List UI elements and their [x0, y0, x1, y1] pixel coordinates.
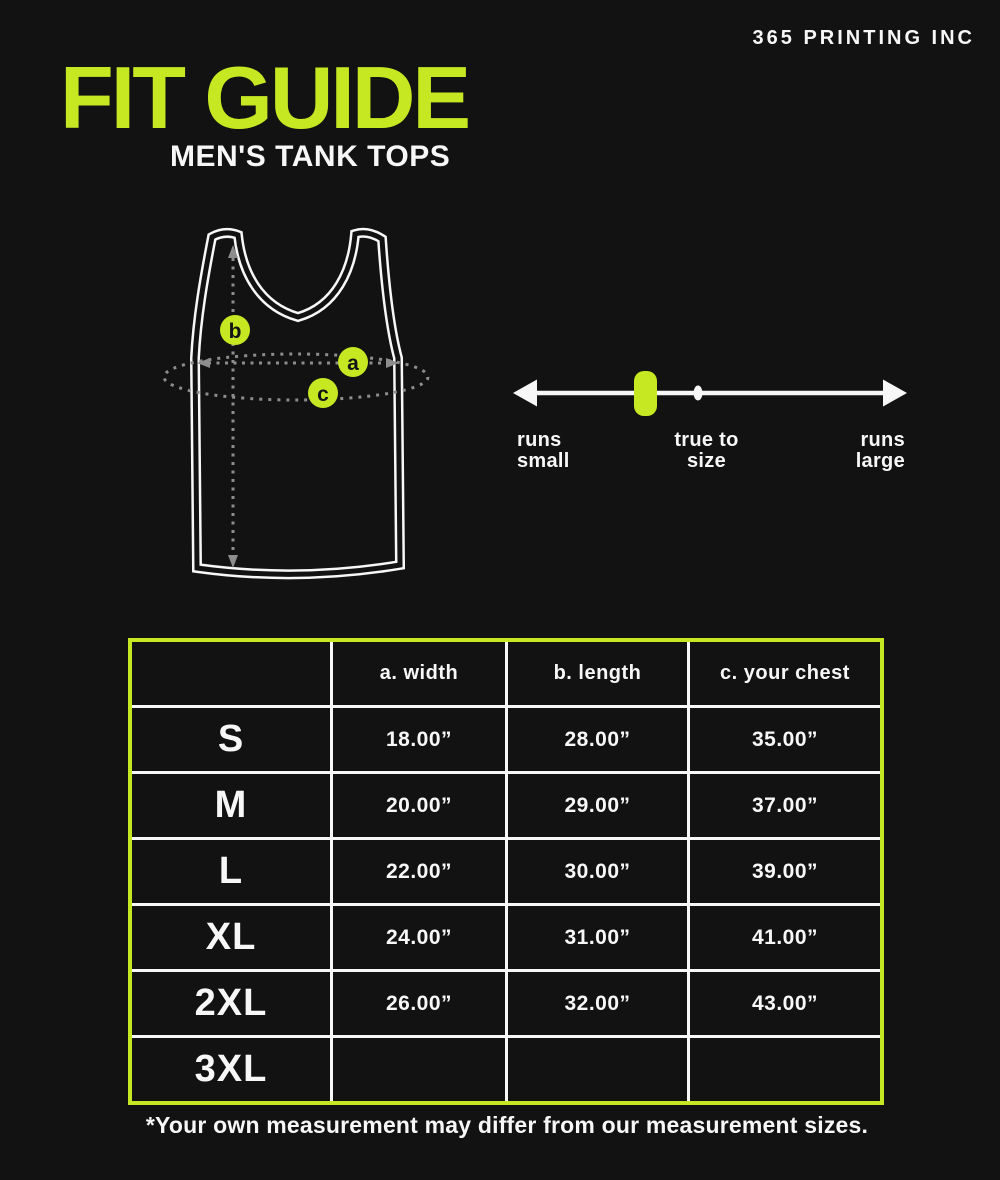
table-header-cell: c. your chest	[690, 642, 880, 705]
scale-label-line: large	[855, 450, 905, 472]
tank-outline-inner	[195, 233, 400, 575]
scale-center-tick	[694, 386, 703, 401]
scale-label-runs-large	[802, 430, 905, 472]
scale-label-line: runs	[517, 429, 562, 451]
page-title: FIT GUIDE	[60, 48, 469, 147]
scale-label-true-to-size	[634, 430, 779, 472]
measurement-cell: 22.00”	[333, 840, 505, 903]
scale-label-line: small	[517, 450, 570, 472]
measurement-cell: 31.00”	[508, 906, 687, 969]
tank-outline	[195, 233, 400, 575]
measurement-cell: 26.00”	[333, 972, 505, 1035]
marker-a-label: a	[347, 352, 359, 375]
brand-name: 365 PRINTING INC	[752, 27, 975, 49]
size-table-grid	[132, 642, 880, 1101]
measurement-cell: 43.00”	[690, 972, 880, 1035]
measurement-cell: 20.00”	[333, 774, 505, 837]
scale-label-line: size	[686, 450, 726, 472]
length-arrow-down-icon	[228, 555, 238, 568]
measurement-cell: 24.00”	[333, 906, 505, 969]
measurement-cell: 29.00”	[508, 774, 687, 837]
fit-scale	[505, 358, 915, 430]
tank-top-diagram	[140, 218, 460, 598]
measurement-cell: 18.00”	[333, 708, 505, 771]
measurement-cell: 30.00”	[508, 840, 687, 903]
size-cell: S	[132, 708, 330, 771]
table-header-cell: b. length	[508, 642, 687, 705]
measurement-disclaimer: *Your own measurement may differ from our measurement sizes.	[145, 1112, 869, 1138]
table-header-cell: a. width	[333, 642, 505, 705]
measurement-cell: 41.00”	[690, 906, 880, 969]
measurement-cell: 37.00”	[690, 774, 880, 837]
size-cell: L	[132, 840, 330, 903]
marker-b-label: b	[228, 320, 242, 343]
size-cell: M	[132, 774, 330, 837]
scale-arrow-right-icon	[883, 380, 907, 407]
measurement-cell	[333, 1038, 505, 1101]
scale-label-runs-small	[517, 430, 570, 472]
measurement-cell: 35.00”	[690, 708, 880, 771]
measurement-cell: 39.00”	[690, 840, 880, 903]
size-cell: 2XL	[132, 972, 330, 1035]
table-corner-cell	[132, 642, 330, 705]
size-table	[128, 638, 884, 1105]
size-cell: 3XL	[132, 1038, 330, 1101]
measurement-cell: 32.00”	[508, 972, 687, 1035]
scale-arrow-left-icon	[513, 380, 537, 407]
measurement-cell	[508, 1038, 687, 1101]
page-subtitle: MEN'S TANK TOPS	[170, 140, 451, 173]
measurement-cell	[690, 1038, 880, 1101]
size-cell: XL	[132, 906, 330, 969]
marker-c-label: c	[317, 383, 329, 406]
scale-fit-marker	[634, 371, 657, 416]
scale-label-line: runs	[860, 429, 905, 451]
scale-label-line: true to	[674, 429, 739, 451]
measurement-cell: 28.00”	[508, 708, 687, 771]
